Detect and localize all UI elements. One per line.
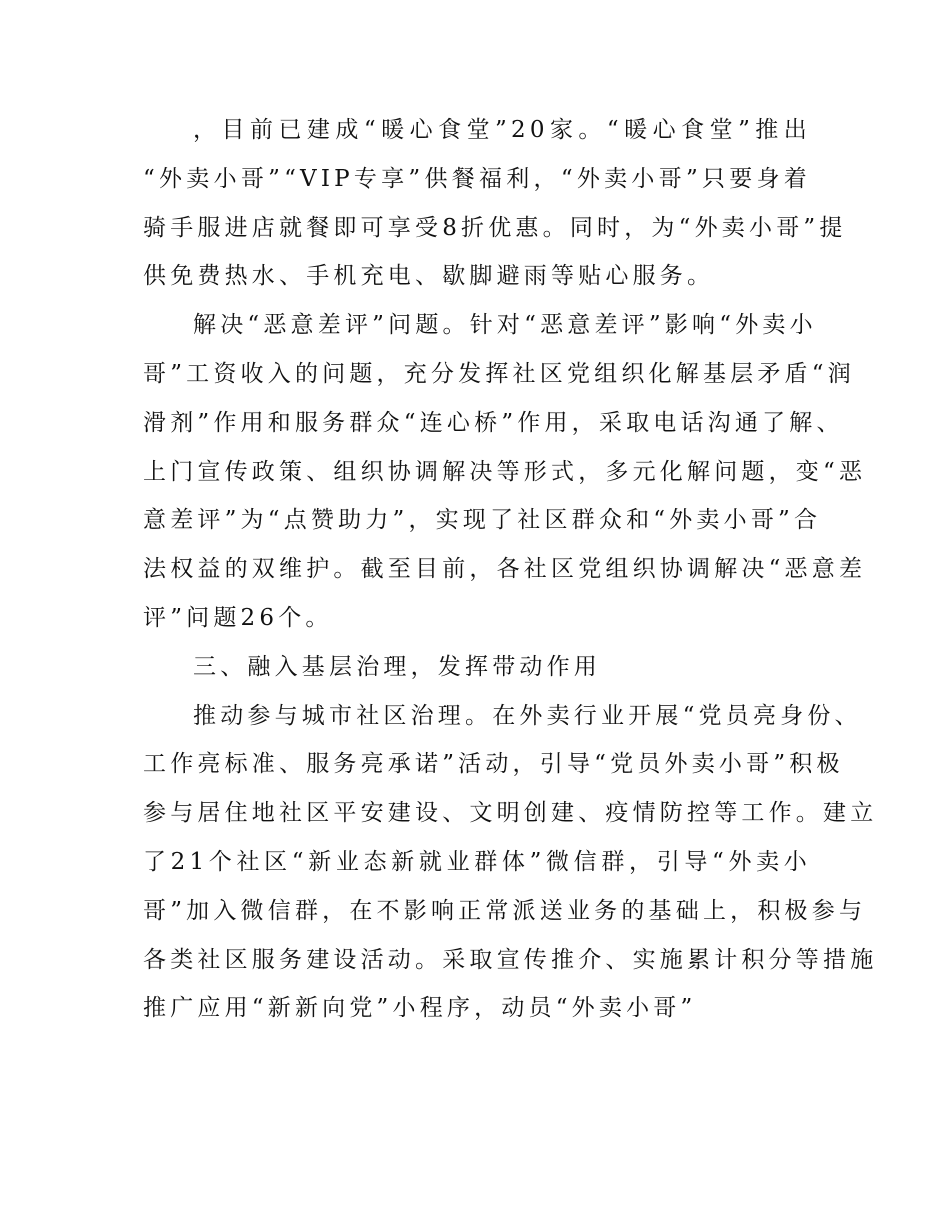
- text-line: 哥”加入微信群，在不影响正常派送业务的基础上，积极参与: [143, 897, 867, 924]
- text-line: 了21个社区“新业态新就业群体”微信群，引导“外卖小: [143, 848, 811, 875]
- text-line: 滑剂”作用和服务群众“连心桥”作用，采取电话沟通了解、: [143, 409, 844, 436]
- text-line: 意差评”为“点赞助力”，实现了社区群众和“外卖小哥”合: [143, 507, 822, 534]
- text-line: “外卖小哥”“VIP专享”供餐福利，“外卖小哥”只要身着: [143, 165, 811, 192]
- text-line: 解决“恶意差评”问题。针对“恶意差评”影响“外卖小: [193, 312, 817, 339]
- text-line: 三、融入基层治理，发挥带动作用: [193, 653, 601, 680]
- document-body: [143, 106, 878, 1033]
- text-line: 推广应用“新新向党”小程序，动员“外卖小哥”: [143, 995, 697, 1022]
- text-line: 骑手服进店就餐即可享受8折优惠。同时，为“外卖小哥”提: [143, 214, 847, 241]
- text-line: 各类社区服务建设活动。采取宣传推介、实施累计积分等措施: [143, 946, 878, 973]
- text-line: 参与居住地社区平安建设、文明创建、疫情防控等工作。建立: [143, 800, 878, 827]
- text-line: 法权益的双维护。截至目前，各社区党组织协调解决“恶意差: [143, 556, 867, 583]
- text-line: 推动参与城市社区治理。在外卖行业开展“党员亮身份、: [193, 702, 862, 729]
- text-line: 评”问题26个。: [143, 604, 333, 631]
- text-line: 哥”工资收入的问题，充分发挥社区党组织化解基层矛盾“润: [143, 360, 855, 387]
- text-line: 工作亮标准、服务亮承诺”活动，引导“党员外卖小哥”积极: [143, 751, 844, 778]
- text-line: 上门宣传政策、组织协调解决等形式，多元化解问题，变“恶: [143, 458, 867, 485]
- text-line: ，目前已建成“暖心食堂”20家。“暖心食堂”推出: [193, 117, 811, 143]
- text-line: 供免费热水、手机充电、歇脚避雨等贴心服务。: [143, 263, 715, 290]
